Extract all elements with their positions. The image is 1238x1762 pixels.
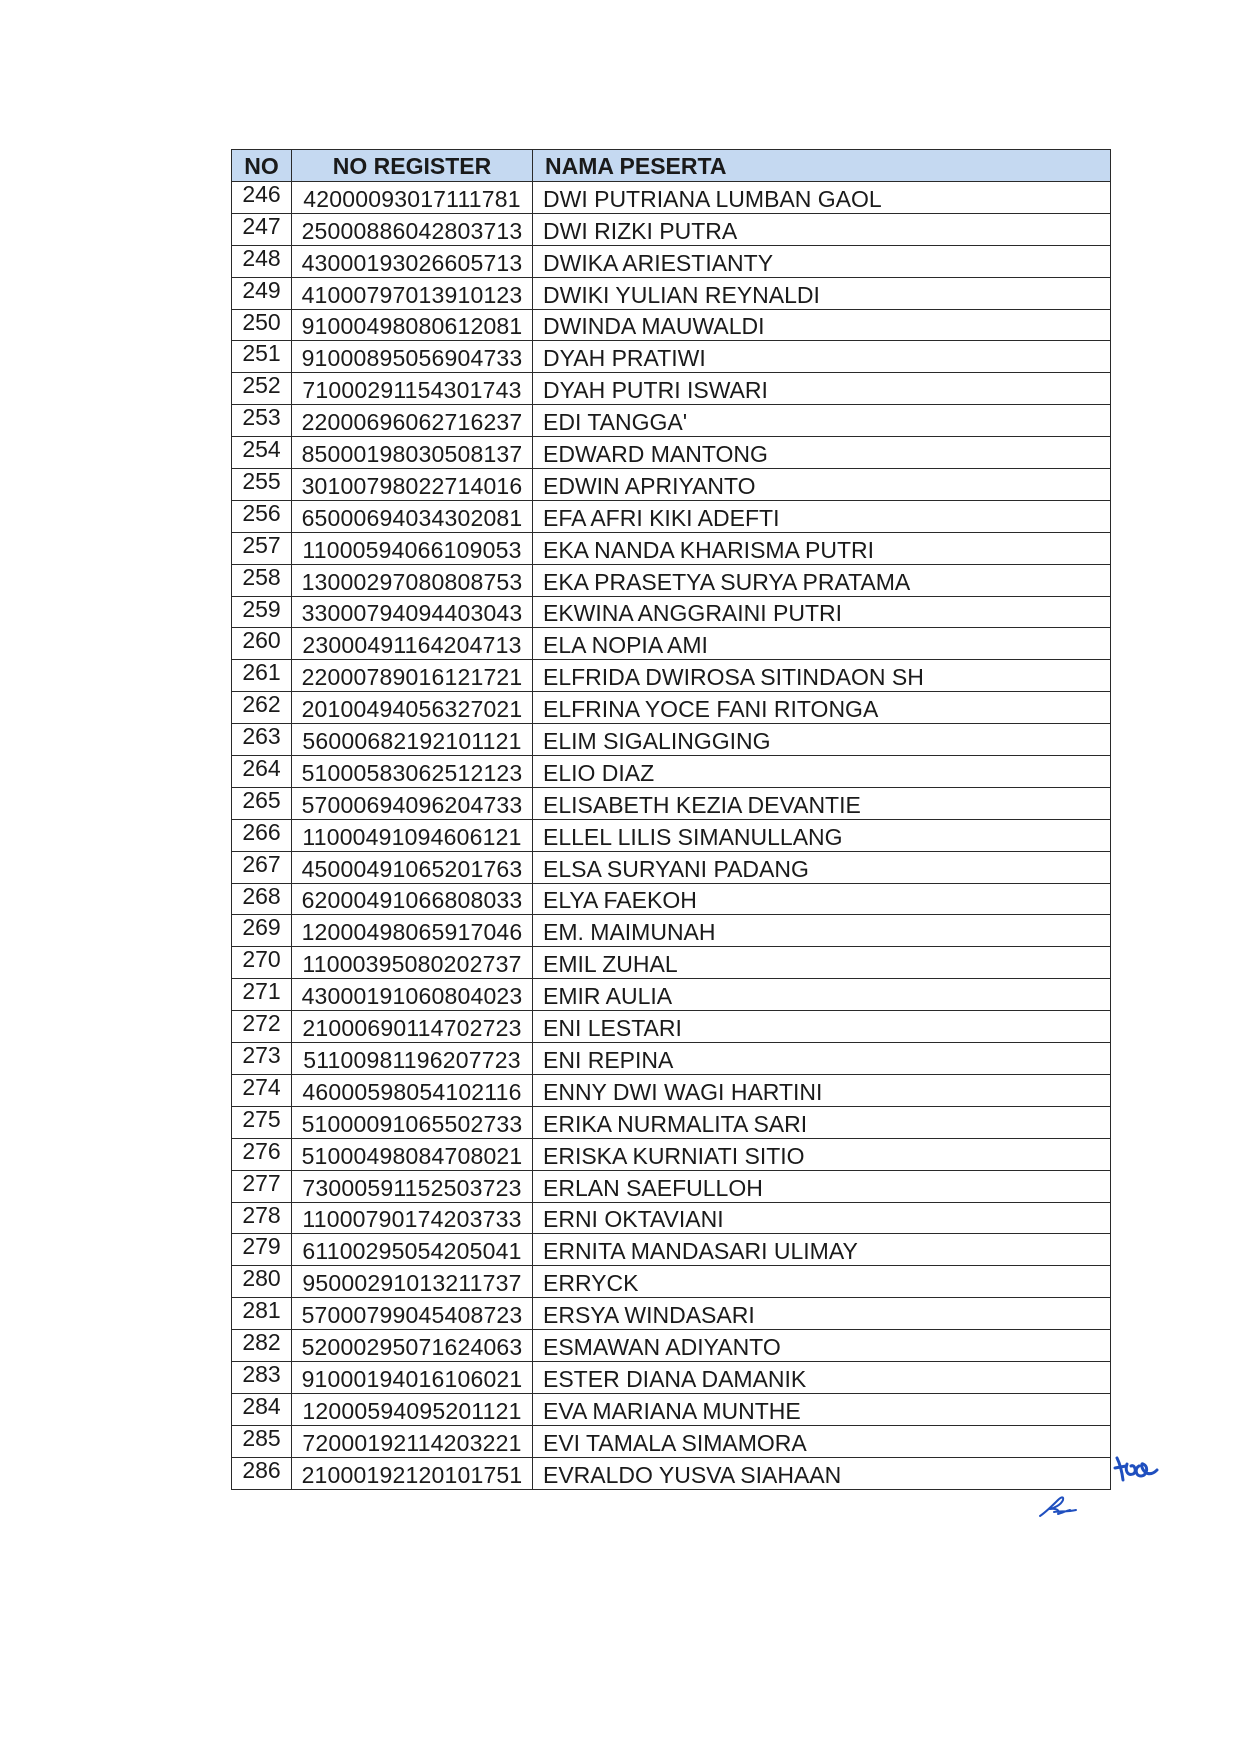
register-number-cell: 52000295071624063 — [292, 1330, 533, 1362]
table-row — [232, 660, 1111, 692]
table-row — [232, 1457, 1111, 1489]
participant-name-cell: ELLEL LILIS SIMANULLANG — [533, 819, 1111, 851]
participant-name-cell: ENI REPINA — [533, 1043, 1111, 1075]
row-number-cell: 252 — [232, 373, 292, 405]
table-row — [232, 1011, 1111, 1043]
register-number-cell: 25000886042803713 — [292, 213, 533, 245]
register-number-cell: 22000789016121721 — [292, 660, 533, 692]
register-number-cell: 85000198030508137 — [292, 437, 533, 469]
participant-name-cell: ERRYCK — [533, 1266, 1111, 1298]
row-number-cell: 285 — [232, 1425, 292, 1457]
table-row — [232, 1234, 1111, 1266]
register-number-cell: 41000797013910123 — [292, 277, 533, 309]
row-number-cell: 248 — [232, 245, 292, 277]
register-number-cell: 43000191060804023 — [292, 979, 533, 1011]
table-row — [232, 277, 1111, 309]
participant-name-cell: EFA AFRI KIKI ADEFTI — [533, 500, 1111, 532]
participant-name-cell: EMIR AULIA — [533, 979, 1111, 1011]
table-row — [232, 1043, 1111, 1075]
participant-name-cell: ELFRINA YOCE FANI RITONGA — [533, 692, 1111, 724]
table-row — [232, 1330, 1111, 1362]
register-number-cell: 12000594095201121 — [292, 1393, 533, 1425]
participant-name-cell: EKWINA ANGGRAINI PUTRI — [533, 596, 1111, 628]
table-row — [232, 1074, 1111, 1106]
row-number-cell: 262 — [232, 692, 292, 724]
register-number-cell: 21000192120101751 — [292, 1457, 533, 1489]
participant-name-cell: DWIKA ARIESTIANTY — [533, 245, 1111, 277]
table-row — [232, 724, 1111, 756]
table-row — [232, 500, 1111, 532]
row-number-cell: 283 — [232, 1361, 292, 1393]
table-row — [232, 373, 1111, 405]
row-number-cell: 267 — [232, 851, 292, 883]
table-row — [232, 437, 1111, 469]
register-number-cell: 11000395080202737 — [292, 947, 533, 979]
row-number-cell: 257 — [232, 532, 292, 564]
participant-name-cell: ELIO DIAZ — [533, 756, 1111, 788]
column-header-register: NO REGISTER — [292, 150, 533, 182]
register-number-cell: 57000694096204733 — [292, 787, 533, 819]
signature-icon — [1036, 1492, 1082, 1520]
register-number-cell: 91000194016106021 — [292, 1361, 533, 1393]
register-number-cell: 51100981196207723 — [292, 1043, 533, 1075]
register-number-cell: 11000790174203733 — [292, 1202, 533, 1234]
table-row — [232, 1170, 1111, 1202]
row-number-cell: 261 — [232, 660, 292, 692]
row-number-cell: 268 — [232, 883, 292, 915]
register-number-cell: 42000093017111781 — [292, 182, 533, 214]
participant-table — [231, 149, 1111, 1490]
row-number-cell: 284 — [232, 1393, 292, 1425]
table-header — [232, 150, 1111, 182]
participant-name-cell: ELSA SURYANI PADANG — [533, 851, 1111, 883]
register-number-cell: 22000696062716237 — [292, 405, 533, 437]
table-row — [232, 979, 1111, 1011]
table-row — [232, 1425, 1111, 1457]
table-row — [232, 596, 1111, 628]
row-number-cell: 270 — [232, 947, 292, 979]
row-number-cell: 266 — [232, 819, 292, 851]
participant-name-cell: DWIKI YULIAN REYNALDI — [533, 277, 1111, 309]
register-number-cell: 20100494056327021 — [292, 692, 533, 724]
row-number-cell: 259 — [232, 596, 292, 628]
row-number-cell: 272 — [232, 1011, 292, 1043]
participant-name-cell: ELIM SIGALINGGING — [533, 724, 1111, 756]
row-number-cell: 255 — [232, 469, 292, 501]
participant-name-cell: ERIKA NURMALITA SARI — [533, 1106, 1111, 1138]
register-number-cell: 11000491094606121 — [292, 819, 533, 851]
participant-name-cell: ERNITA MANDASARI ULIMAY — [533, 1234, 1111, 1266]
row-number-cell: 253 — [232, 405, 292, 437]
participant-name-cell: EKA PRASETYA SURYA PRATAMA — [533, 564, 1111, 596]
row-number-cell: 265 — [232, 787, 292, 819]
row-number-cell: 269 — [232, 915, 292, 947]
table-row — [232, 1361, 1111, 1393]
register-number-cell: 46000598054102116 — [292, 1074, 533, 1106]
table-row — [232, 532, 1111, 564]
participant-name-cell: EDWIN APRIYANTO — [533, 469, 1111, 501]
row-number-cell: 260 — [232, 628, 292, 660]
register-number-cell: 71000291154301743 — [292, 373, 533, 405]
register-number-cell: 21000690114702723 — [292, 1011, 533, 1043]
row-number-cell: 280 — [232, 1266, 292, 1298]
register-number-cell: 23000491164204713 — [292, 628, 533, 660]
table-row — [232, 819, 1111, 851]
register-number-cell: 12000498065917046 — [292, 915, 533, 947]
register-number-cell: 91000498080612081 — [292, 309, 533, 341]
register-number-cell: 13000297080808753 — [292, 564, 533, 596]
table-row — [232, 213, 1111, 245]
row-number-cell: 250 — [232, 309, 292, 341]
register-number-cell: 51000091065502733 — [292, 1106, 533, 1138]
participant-name-cell: ENI LESTARI — [533, 1011, 1111, 1043]
row-number-cell: 258 — [232, 564, 292, 596]
table-row — [232, 182, 1111, 214]
table-row — [232, 1138, 1111, 1170]
participant-name-cell: ESMAWAN ADIYANTO — [533, 1330, 1111, 1362]
register-number-cell: 57000799045408723 — [292, 1298, 533, 1330]
participant-name-cell: EVA MARIANA MUNTHE — [533, 1393, 1111, 1425]
register-number-cell: 91000895056904733 — [292, 341, 533, 373]
row-number-cell: 271 — [232, 979, 292, 1011]
register-number-cell: 11000594066109053 — [292, 532, 533, 564]
row-number-cell: 254 — [232, 437, 292, 469]
table-row — [232, 1106, 1111, 1138]
table-row — [232, 628, 1111, 660]
participant-name-cell: ERLAN SAEFULLOH — [533, 1170, 1111, 1202]
participant-name-cell: ENNY DWI WAGI HARTINI — [533, 1074, 1111, 1106]
register-number-cell: 62000491066808033 — [292, 883, 533, 915]
row-number-cell: 273 — [232, 1043, 292, 1075]
participant-name-cell: ELYA FAEKOH — [533, 883, 1111, 915]
table-row — [232, 1393, 1111, 1425]
row-number-cell: 275 — [232, 1106, 292, 1138]
table-row — [232, 564, 1111, 596]
table-row — [232, 787, 1111, 819]
row-number-cell: 251 — [232, 341, 292, 373]
participant-name-cell: EMIL ZUHAL — [533, 947, 1111, 979]
register-number-cell: 43000193026605713 — [292, 245, 533, 277]
register-number-cell: 51000498084708021 — [292, 1138, 533, 1170]
participant-name-cell: EVI TAMALA SIMAMORA — [533, 1425, 1111, 1457]
row-number-cell: 277 — [232, 1170, 292, 1202]
table-body — [232, 182, 1111, 1490]
register-number-cell: 95000291013211737 — [292, 1266, 533, 1298]
handwritten-initial-icon — [1113, 1450, 1159, 1490]
row-number-cell: 264 — [232, 756, 292, 788]
table-row — [232, 692, 1111, 724]
header-row — [232, 150, 1111, 182]
participant-name-cell: DWINDA MAUWALDI — [533, 309, 1111, 341]
participant-name-cell: EDWARD MANTONG — [533, 437, 1111, 469]
participant-name-cell: DWI RIZKI PUTRA — [533, 213, 1111, 245]
table-row — [232, 1298, 1111, 1330]
participant-name-cell: ESTER DIANA DAMANIK — [533, 1361, 1111, 1393]
table-row — [232, 405, 1111, 437]
row-number-cell: 282 — [232, 1330, 292, 1362]
row-number-cell: 276 — [232, 1138, 292, 1170]
column-header-no: NO — [232, 150, 292, 182]
register-number-cell: 33000794094403043 — [292, 596, 533, 628]
table-row — [232, 947, 1111, 979]
participant-name-cell: ERISKA KURNIATI SITIO — [533, 1138, 1111, 1170]
register-number-cell: 73000591152503723 — [292, 1170, 533, 1202]
participant-name-cell: DYAH PRATIWI — [533, 341, 1111, 373]
participant-name-cell: EM. MAIMUNAH — [533, 915, 1111, 947]
table-row — [232, 756, 1111, 788]
register-number-cell: 65000694034302081 — [292, 500, 533, 532]
row-number-cell: 256 — [232, 500, 292, 532]
table-row — [232, 883, 1111, 915]
participant-name-cell: EVRALDO YUSVA SIAHAAN — [533, 1457, 1111, 1489]
table-row — [232, 851, 1111, 883]
row-number-cell: 247 — [232, 213, 292, 245]
row-number-cell: 263 — [232, 724, 292, 756]
table-row — [232, 469, 1111, 501]
participant-name-cell: ELFRIDA DWIROSA SITINDAON SH — [533, 660, 1111, 692]
row-number-cell: 281 — [232, 1298, 292, 1330]
register-number-cell: 45000491065201763 — [292, 851, 533, 883]
participant-name-cell: ELA NOPIA AMI — [533, 628, 1111, 660]
register-number-cell: 51000583062512123 — [292, 756, 533, 788]
register-number-cell: 61100295054205041 — [292, 1234, 533, 1266]
row-number-cell: 286 — [232, 1457, 292, 1489]
participant-name-cell: EKA NANDA KHARISMA PUTRI — [533, 532, 1111, 564]
table-row — [232, 309, 1111, 341]
table-row — [232, 245, 1111, 277]
participant-name-cell: DYAH PUTRI ISWARI — [533, 373, 1111, 405]
register-number-cell: 56000682192101121 — [292, 724, 533, 756]
participant-name-cell: ERSYA WINDASARI — [533, 1298, 1111, 1330]
table-row — [232, 915, 1111, 947]
column-header-name: NAMA PESERTA — [533, 150, 1111, 182]
register-number-cell: 30100798022714016 — [292, 469, 533, 501]
table-row — [232, 341, 1111, 373]
participant-name-cell: ELISABETH KEZIA DEVANTIE — [533, 787, 1111, 819]
register-number-cell: 72000192114203221 — [292, 1425, 533, 1457]
row-number-cell: 249 — [232, 277, 292, 309]
participant-name-cell: EDI TANGGA' — [533, 405, 1111, 437]
participant-name-cell: ERNI OKTAVIANI — [533, 1202, 1111, 1234]
table-row — [232, 1266, 1111, 1298]
row-number-cell: 246 — [232, 182, 292, 214]
row-number-cell: 274 — [232, 1074, 292, 1106]
row-number-cell: 279 — [232, 1234, 292, 1266]
table-row — [232, 1202, 1111, 1234]
participant-name-cell: DWI PUTRIANA LUMBAN GAOL — [533, 182, 1111, 214]
row-number-cell: 278 — [232, 1202, 292, 1234]
